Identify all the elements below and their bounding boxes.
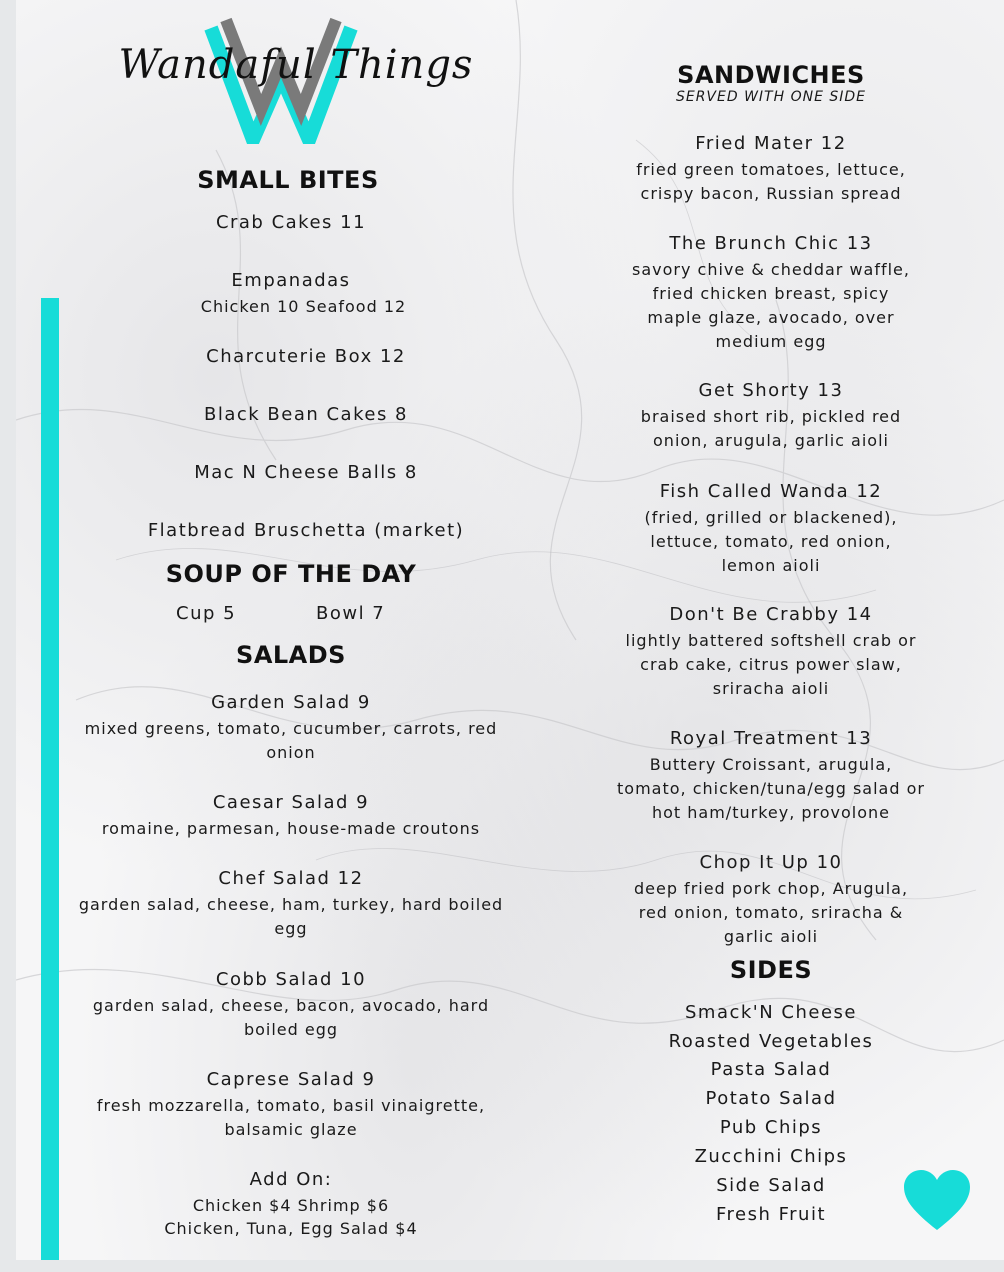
menu-item-title: Black Bean Cakes 8 [203,404,408,425]
salads-heading: SALADS [236,641,346,669]
menu-item-desc: braised short rib, pickled red onion, arugula, garlic aioli [640,407,902,450]
side-item: Side Salad [716,1175,826,1196]
menu-item-title: Don't Be Crabby 14 [669,604,873,625]
menu-item-desc: deep fried pork chop, Arugula, red onion, tomato, sriracha & garlic aioli [633,879,909,946]
menu-item-title: Mac N Cheese Balls 8 [194,462,418,483]
menu-item-title: Royal Treatment 13 [669,728,873,749]
side-item: Potato Salad [705,1088,837,1109]
menu-item-desc: mixed greens, tomato, cucumber, carrots, red onion [84,719,498,762]
menu-item-desc: fried green tomatoes, lettuce, crispy bacon, Russian spread [636,160,906,203]
menu-item-title: Get Shorty 13 [698,380,844,401]
menu-item-title: Chop It Up 10 [699,852,843,873]
menu-page [16,0,1004,1260]
accent-bar [41,298,59,1260]
side-item: Fresh Fruit [715,1204,827,1225]
menu-item-desc: Buttery Croissant, arugula, tomato, chicken/tuna/egg salad or hot ham/turkey, provolone [617,755,925,822]
menu-item-desc: fresh mozzarella, tomato, basil vinaigrette, balsamic glaze [96,1096,486,1139]
sandwiches-subheading: SERVED WITH ONE SIDE [675,89,867,105]
addon-line: Chicken $4 Shrimp $6 [192,1196,390,1215]
menu-item-title: Chef Salad 12 [218,868,364,889]
menu-item-title: Garden Salad 9 [211,692,371,713]
menu-item-title: Empanadas [231,270,351,291]
side-item: Smack'N Cheese [684,1002,858,1023]
menu-item-title: The Brunch Chic 13 [669,233,873,254]
menu-item-desc: garden salad, cheese, bacon, avocado, hard boiled egg [92,996,490,1039]
menu-item-title: Crab Cakes 11 [215,212,367,233]
soup-cup: Cup 5 [176,603,237,624]
logo-text: Wandaful Things [118,42,474,88]
heart-icon [904,1170,970,1232]
small-bites-heading: SMALL BITES [197,166,379,194]
menu-item-title: Charcuterie Box 12 [206,346,406,367]
menu-item-title: Fish Called Wanda 12 [659,481,883,502]
soup-heading: SOUP OF THE DAY [165,560,417,588]
side-item: Pub Chips [719,1117,823,1138]
menu-item-title: Caesar Salad 9 [212,792,370,813]
menu-item-desc: savory chive & cheddar waffle, fried chicken breast, spicy maple glaze, avocado, over medium egg [632,260,910,351]
menu-item-desc: (fried, grilled or blackened), lettuce, tomato, red onion, lemon aioli [644,508,898,575]
addon-title: Add On: [249,1169,333,1190]
menu-item-desc: garden salad, cheese, ham, turkey, hard boiled egg [78,895,504,938]
side-item: Roasted Vegetables [668,1031,874,1052]
menu-item-title: Flatbread Bruschetta (market) [147,520,465,541]
menu-item-title: Caprese Salad 9 [206,1069,376,1090]
side-item: Pasta Salad [710,1059,832,1080]
side-item: Zucchini Chips [694,1146,848,1167]
logo [111,14,481,144]
soup-bowl: Bowl 7 [316,603,386,624]
menu-item-title: Cobb Salad 10 [215,969,367,990]
sandwiches-heading: SANDWICHES [677,61,865,89]
menu-item-detail: Chicken 10 Seafood 12 [200,297,407,316]
sides-heading: SIDES [729,956,813,984]
addon-line: Chicken, Tuna, Egg Salad $4 [164,1219,418,1238]
menu-item-desc: lightly battered softshell crab or crab cake, citrus power slaw, sriracha aioli [625,631,917,698]
menu-item-desc: romaine, parmesan, house-made croutons [101,819,481,838]
menu-item-title: Fried Mater 12 [695,133,847,154]
